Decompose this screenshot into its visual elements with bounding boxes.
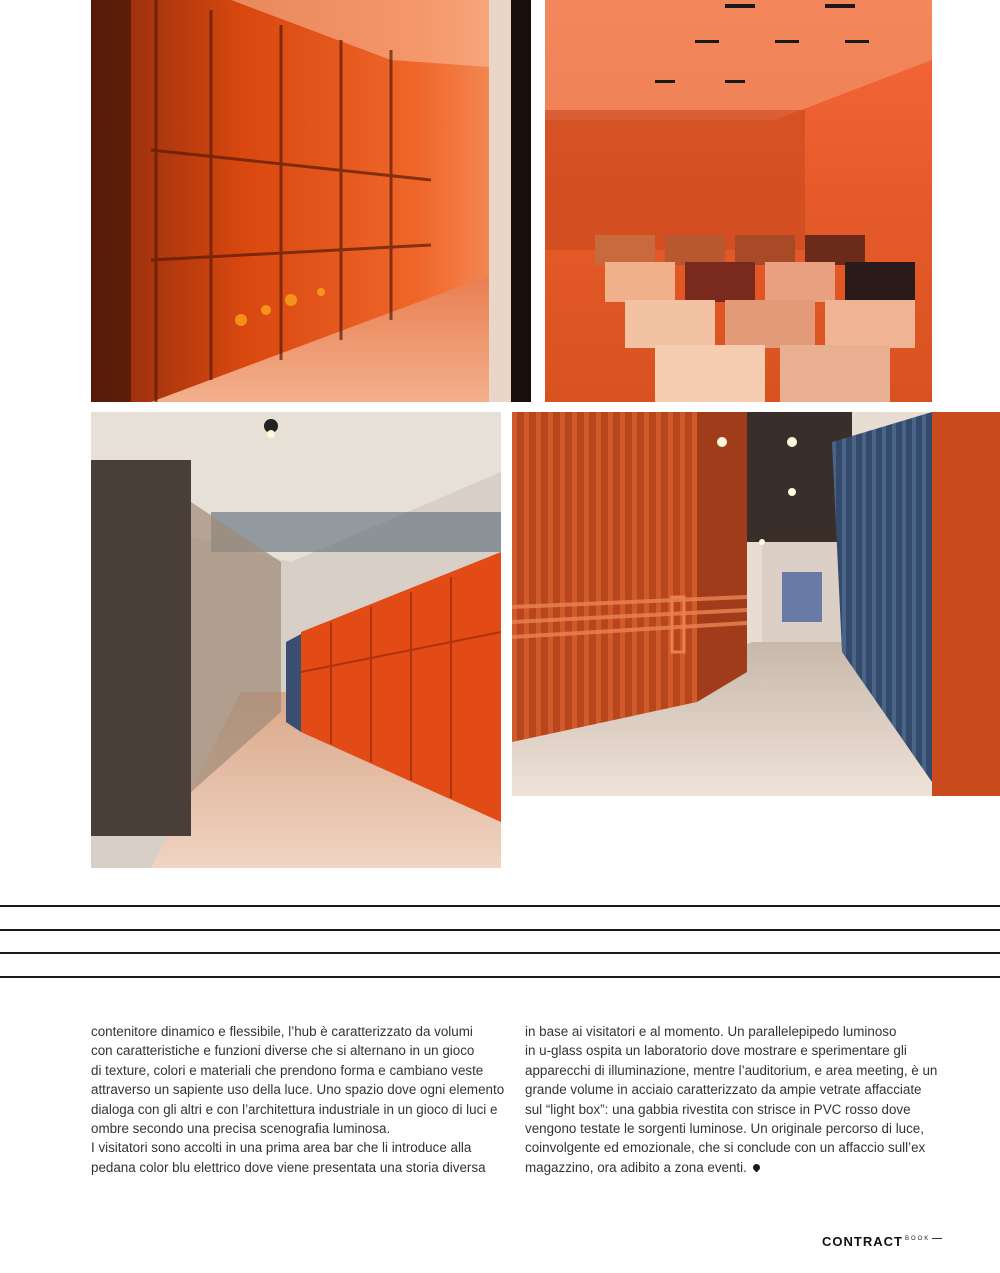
article-line: contenitore dinamico e flessibile, l’hub è caratterizzato da volumi	[91, 1024, 473, 1039]
divider-rule	[0, 929, 1000, 931]
article-line: apparecchi di illuminazione, mentre l’auditorium, e area meeting, è un	[525, 1062, 938, 1078]
article-line: in u-glass ospita un laboratorio dove mostrare e sperimentare gli	[525, 1043, 907, 1059]
article-line: attraverso un sapiente uso della luce. Uno spazio dove ogni elemento	[91, 1082, 505, 1098]
article-line: I visitatori sono accolti in una prima area bar che li introduce alla	[91, 1140, 472, 1156]
article-line: dialoga con gli altri e con l’architettura industriale in un gioco di luci e	[91, 1101, 498, 1117]
brand-main: CONTRACT	[822, 1234, 903, 1249]
article-column-left	[91, 1022, 511, 1177]
divider-rule	[0, 952, 1000, 954]
photo-curtain-corridor	[512, 412, 1000, 796]
article-line: vengono testate le sorgenti luminose. Un originale percorso di luce,	[525, 1121, 924, 1137]
article-line: coinvolgente ed emozionale, che si conclude con un affaccio sull’ex	[525, 1140, 926, 1156]
article-line: ombre secondo una precisa scenografia luminosa.	[91, 1121, 391, 1137]
article-line: pedana color blu elettrico dove viene presentata una storia diversa	[91, 1159, 486, 1175]
divider-rule	[0, 905, 1000, 907]
article-line: sul “light box”: una gabbia rivestita con strisce in PVC rosso dove	[525, 1101, 911, 1117]
article-line: magazzino, ora adibito a zona eventi.	[525, 1159, 747, 1175]
divider-rule	[0, 976, 1000, 978]
article-line: in base ai visitatori e al momento. Un parallelepipedo luminoso	[525, 1024, 897, 1039]
brand-sub: BOOK	[904, 1235, 931, 1242]
photo-auditorium	[545, 0, 932, 402]
magazine-logo	[822, 1234, 942, 1249]
photo-corridor-light-box	[91, 412, 501, 868]
end-of-article-icon	[753, 1164, 760, 1171]
article-line: di texture, colori e materiali che prendono forma e cambiano veste	[91, 1062, 484, 1078]
brand-underline	[932, 1238, 942, 1239]
article-line: grande volume in acciaio caratterizzato da ampie vetrate affacciate	[525, 1082, 922, 1098]
photo-glass-partition	[91, 0, 531, 402]
article-last-line	[525, 1158, 945, 1177]
article-column-right	[525, 1022, 945, 1177]
article-line: con caratteristiche e funzioni diverse che si alternano in un gioco	[91, 1043, 475, 1059]
